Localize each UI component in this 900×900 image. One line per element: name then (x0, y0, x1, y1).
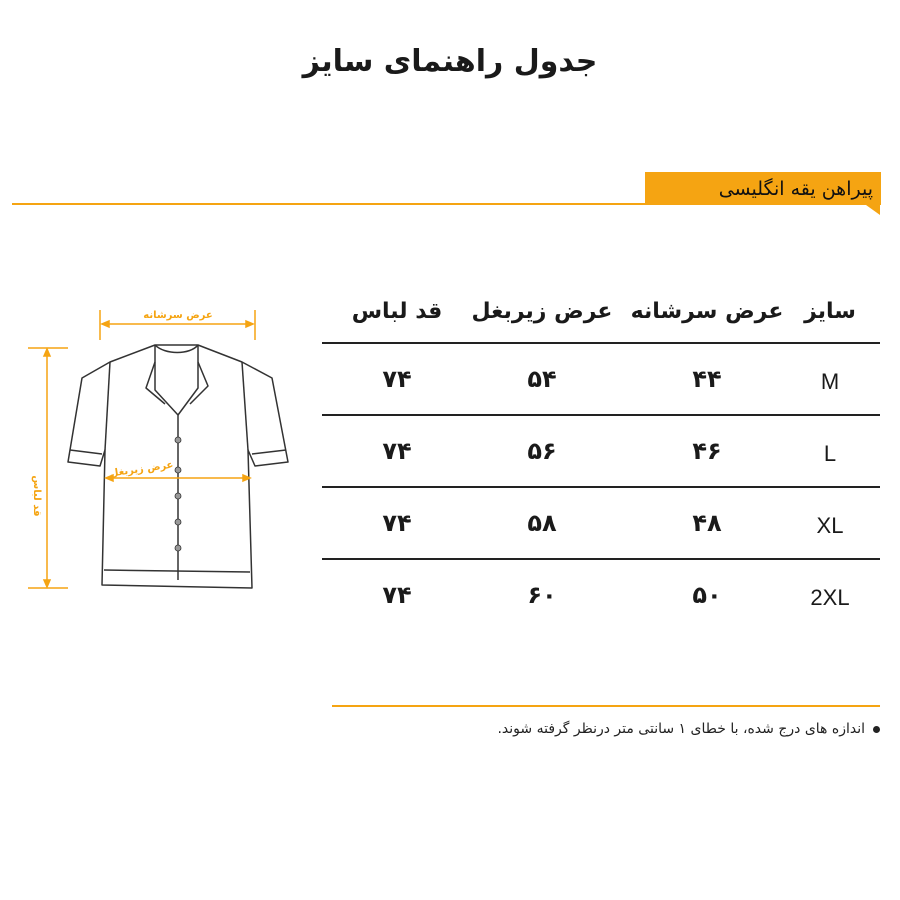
cell-shoulder: ۵۰ (692, 581, 722, 609)
table-row (322, 486, 880, 558)
cell-size: L (823, 441, 837, 466)
cell-size: M (820, 369, 840, 394)
header-length: قد لباس (351, 298, 443, 324)
cell-chest: ۵۴ (527, 365, 557, 393)
header-size: سایز (804, 298, 856, 324)
section-tab-tail (866, 205, 880, 215)
cell-chest: ۶۰ (527, 581, 557, 609)
section-label: پیراهن یقه انگلیسی (718, 178, 873, 200)
note-divider (332, 705, 880, 707)
shirt-outline (68, 345, 288, 588)
size-table (322, 280, 880, 630)
cell-length: ۷۴ (382, 509, 412, 537)
table-row (322, 414, 880, 486)
cell-size: XL (816, 513, 844, 538)
cell-length: ۷۴ (382, 365, 412, 393)
cell-size: 2XL (810, 585, 850, 610)
table-header (322, 280, 880, 342)
page-title: جدول راهنمای سایز (302, 44, 598, 79)
bullet-icon (873, 726, 880, 733)
length-arrow (28, 348, 68, 588)
length-label: قد لباس (31, 475, 42, 517)
cell-shoulder: ۴۸ (692, 509, 722, 537)
header-chest: عرض زیربغل (471, 298, 613, 324)
cell-length: ۷۴ (382, 581, 412, 609)
cell-chest: ۵۶ (527, 437, 557, 465)
note (330, 721, 880, 737)
table-row (322, 342, 880, 414)
note-text: اندازه های درج شده، با خطای ۱ سانتی متر درنظر گرفته شوند. (497, 721, 865, 737)
chest-width-label: عرض زیربغل (109, 459, 175, 480)
table-row (322, 558, 880, 630)
cell-length: ۷۴ (382, 437, 412, 465)
shirt-diagram (20, 300, 300, 600)
header-shoulder: عرض سرشانه (630, 298, 784, 324)
cell-shoulder: ۴۶ (692, 437, 722, 465)
cell-shoulder: ۴۴ (692, 365, 722, 393)
shoulder-width-label: عرض سرشانه (143, 310, 213, 321)
cell-chest: ۵۸ (527, 509, 557, 537)
